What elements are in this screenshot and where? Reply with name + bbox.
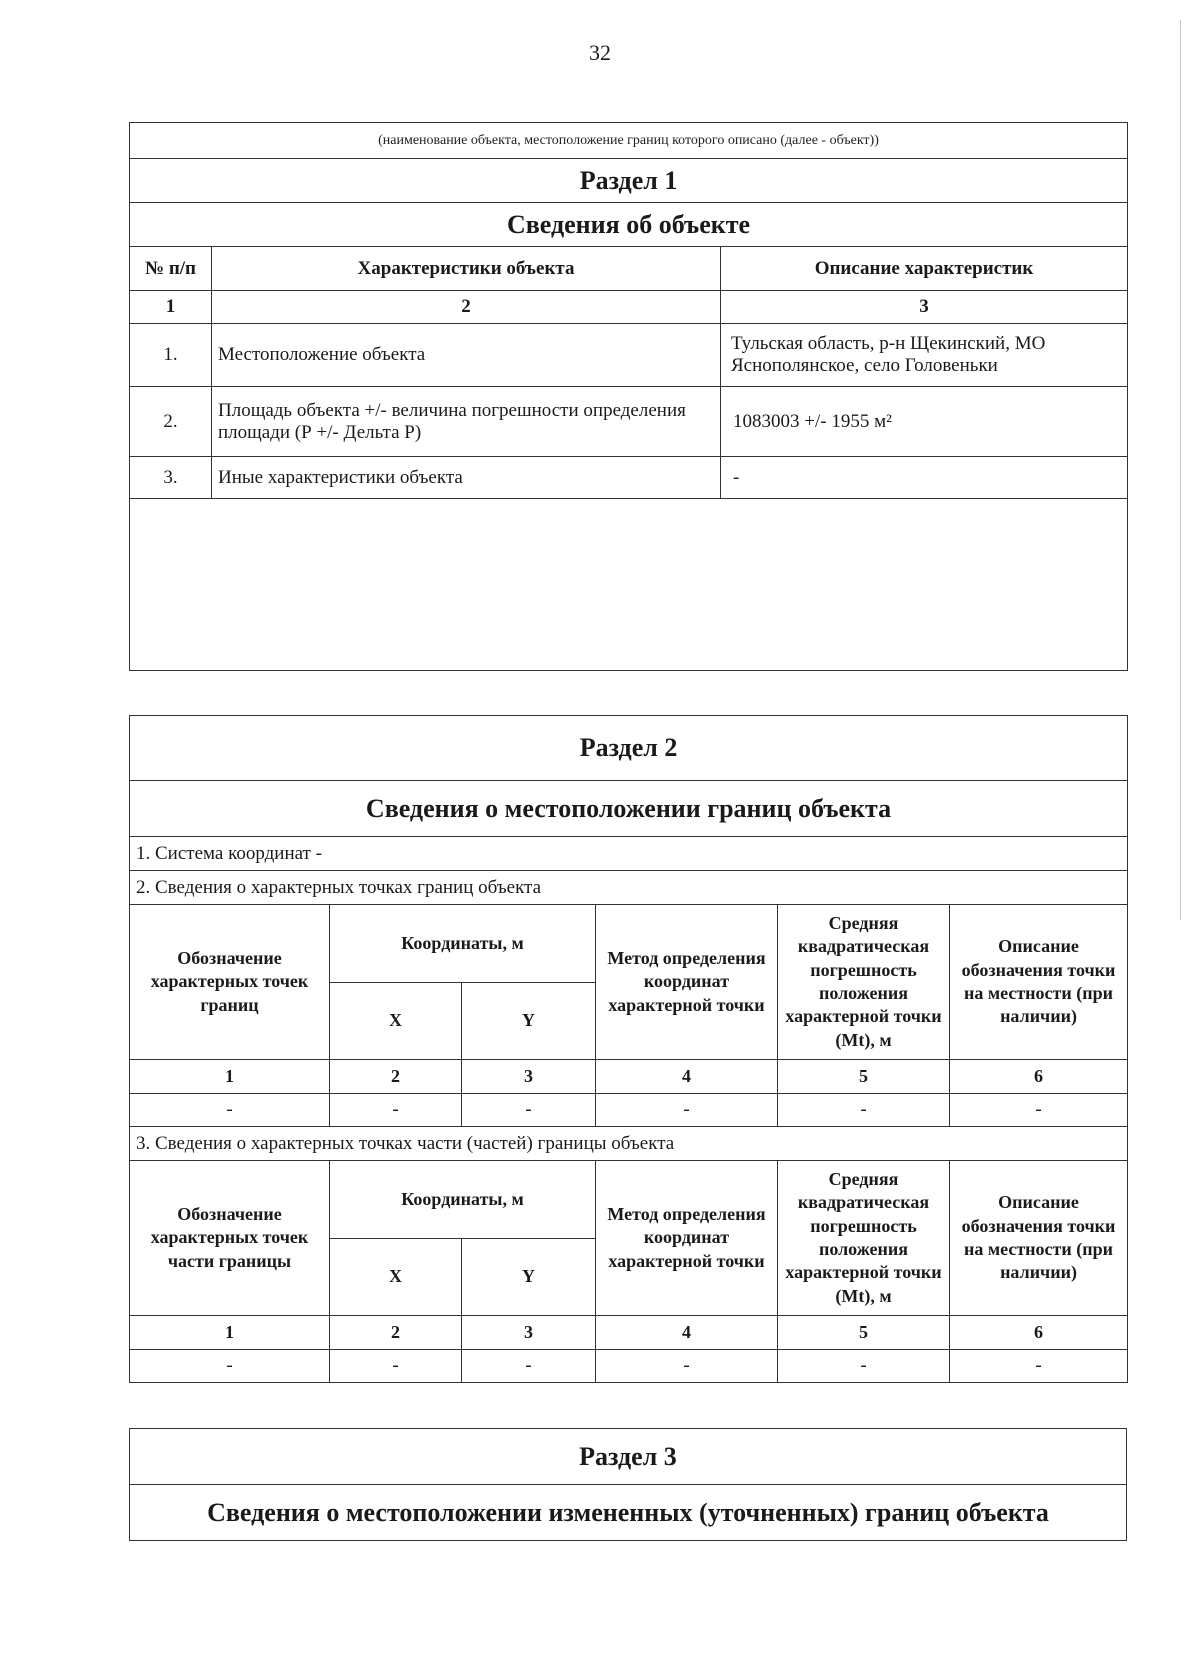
header-y: Y — [462, 983, 596, 1060]
section1-table — [129, 122, 1128, 671]
row-name: Иные характеристики объекта — [212, 457, 721, 499]
header-number: № п/п — [130, 247, 212, 291]
header-point-description: Описание обозначения точки на местности (при наличии) — [950, 1161, 1128, 1316]
header-error: Средняя квадратическая погрешность положения характерной точки (Mt), м — [778, 1161, 950, 1316]
cell: - — [130, 1350, 330, 1383]
table-row — [130, 1094, 1128, 1127]
cell: - — [950, 1350, 1128, 1383]
header-designation: Обозначение характерных точек части границы — [130, 1161, 330, 1316]
page-edge-line — [1180, 20, 1181, 920]
col-number-6: 6 — [950, 1060, 1128, 1094]
section2-title: Раздел 2 — [130, 716, 1128, 781]
header-coordinates: Координаты, м — [330, 905, 596, 983]
row-number: 1. — [130, 324, 212, 387]
col-number-1: 1 — [130, 1060, 330, 1094]
col-number-1: 1 — [130, 291, 212, 324]
header-method: Метод определения координат характерной точки — [596, 1161, 778, 1316]
cell: - — [596, 1094, 778, 1127]
cell: - — [596, 1350, 778, 1383]
row-number: 2. — [130, 387, 212, 457]
cell: - — [778, 1350, 950, 1383]
page-number: 32 — [589, 40, 611, 65]
col-number-4: 4 — [596, 1316, 778, 1350]
col-number-4: 4 — [596, 1060, 778, 1094]
coord-system: 1. Система координат - — [130, 837, 1128, 871]
col-number-2: 2 — [330, 1316, 462, 1350]
cell: - — [462, 1350, 596, 1383]
header-designation: Обозначение характерных точек границ — [130, 905, 330, 1060]
header-coordinates: Координаты, м — [330, 1161, 596, 1239]
table-row — [130, 1350, 1128, 1383]
col-number-3: 3 — [721, 291, 1128, 324]
header-x: X — [330, 1239, 462, 1316]
table-row — [130, 387, 1128, 457]
empty-area — [130, 499, 1128, 671]
cell: - — [778, 1094, 950, 1127]
section2-subtitle: Сведения о местоположении границ объекта — [130, 781, 1128, 837]
section3-subtitle: Сведения о местоположении измененных (уточненных) границ объекта — [130, 1485, 1127, 1541]
col-number-2: 2 — [330, 1060, 462, 1094]
col-number-6: 6 — [950, 1316, 1128, 1350]
row-value: 1083003 +/- 1955 м² — [721, 387, 1128, 457]
object-caption: (наименование объекта, местоположение границ которого описано (далее - объект)) — [130, 123, 1128, 159]
table-row — [130, 457, 1128, 499]
table-row — [130, 324, 1128, 387]
section3-title: Раздел 3 — [130, 1429, 1127, 1485]
header-x: X — [330, 983, 462, 1060]
section1-subtitle: Сведения об объекте — [130, 203, 1128, 247]
section1-title: Раздел 1 — [130, 159, 1128, 203]
cell: - — [950, 1094, 1128, 1127]
row-value: - — [721, 457, 1128, 499]
cell: - — [330, 1094, 462, 1127]
col-number-5: 5 — [778, 1316, 950, 1350]
col-number-5: 5 — [778, 1060, 950, 1094]
col-number-2: 2 — [212, 291, 721, 324]
col-number-3: 3 — [462, 1060, 596, 1094]
row-number: 3. — [130, 457, 212, 499]
row-value: Тульская область, р-н Щекинский, МО Яснополянское, село Головеньки — [721, 324, 1128, 387]
row-name: Площадь объекта +/- величина погрешности определения площади (Р +/- Дельта Р) — [212, 387, 721, 457]
header-error: Средняя квадратическая погрешность положения характерной точки (Mt), м — [778, 905, 950, 1060]
cell: - — [330, 1350, 462, 1383]
cell: - — [130, 1094, 330, 1127]
parts-title: 3. Сведения о характерных точках части (частей) границы объекта — [130, 1127, 1128, 1161]
header-description: Описание характеристик — [721, 247, 1128, 291]
col-number-1: 1 — [130, 1316, 330, 1350]
row-name: Местоположение объекта — [212, 324, 721, 387]
header-method: Метод определения координат характерной точки — [596, 905, 778, 1060]
section2-table — [129, 715, 1128, 1383]
header-y: Y — [462, 1239, 596, 1316]
points-title: 2. Сведения о характерных точках границ объекта — [130, 871, 1128, 905]
cell: - — [462, 1094, 596, 1127]
section3-table — [129, 1428, 1127, 1541]
header-point-description: Описание обозначения точки на местности (при наличии) — [950, 905, 1128, 1060]
col-number-3: 3 — [462, 1316, 596, 1350]
header-characteristics: Характеристики объекта — [212, 247, 721, 291]
